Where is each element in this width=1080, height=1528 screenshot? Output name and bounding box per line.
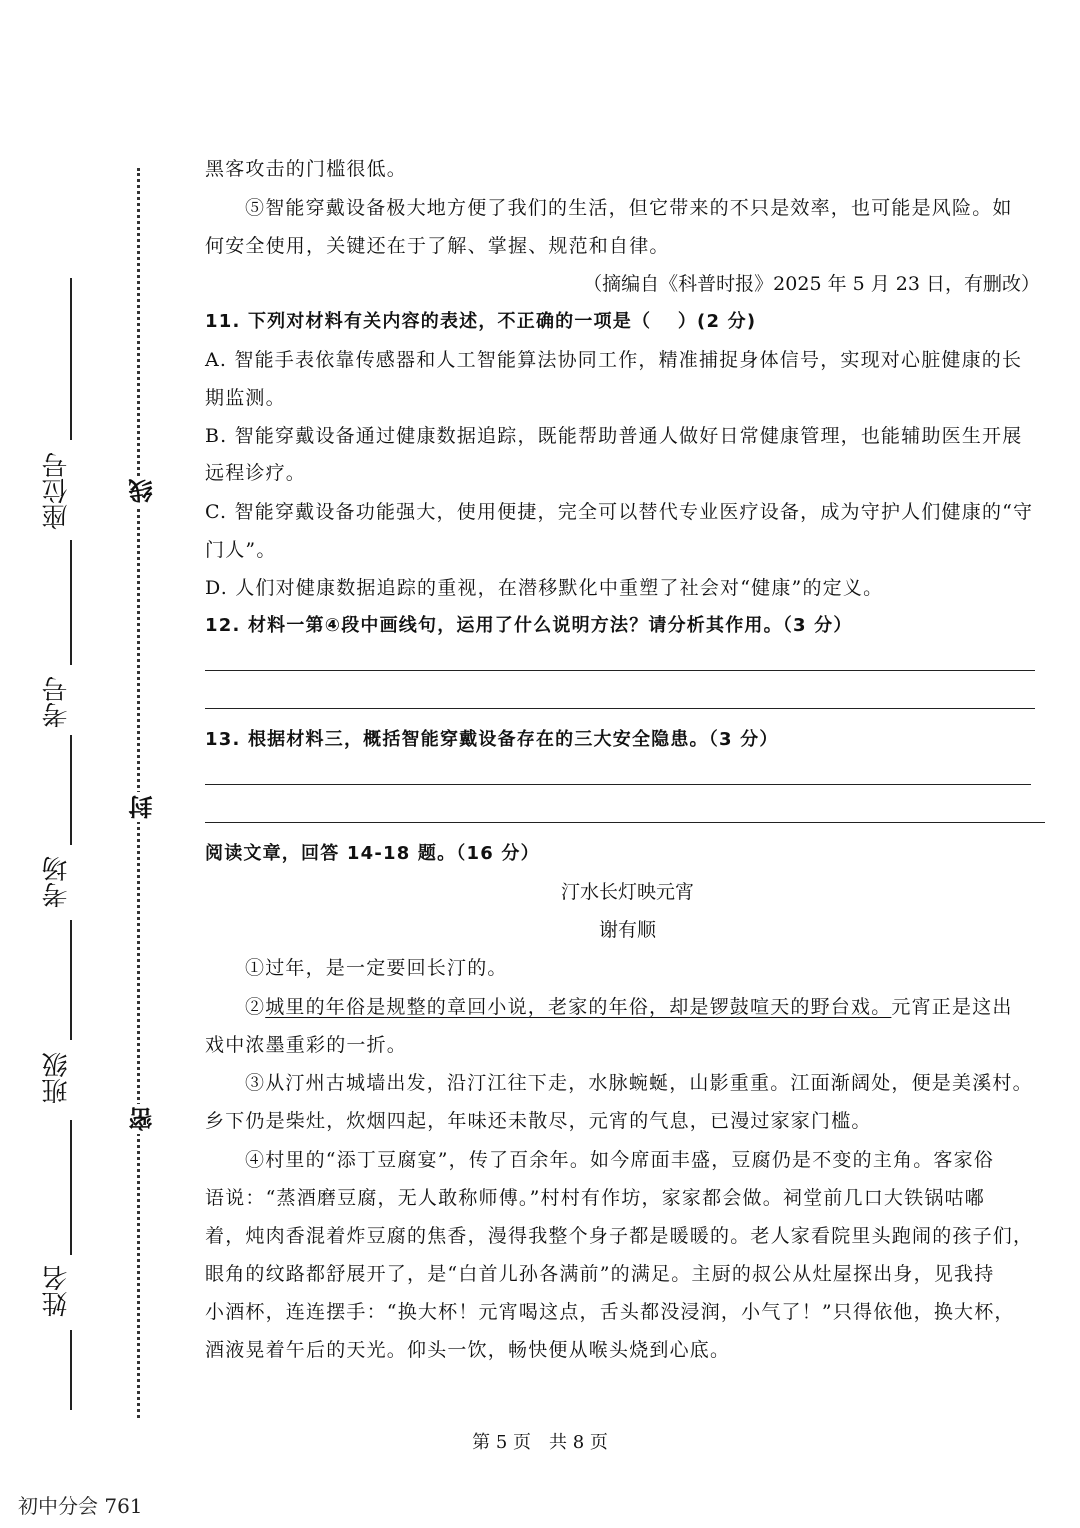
article-paragraph-4: ④村里的“添丁豆腐宴”，传了百余年。如今席面丰盛，豆腐仍是不变的主角。客家俗 bbox=[245, 1149, 995, 1171]
article-paragraph-4-cont: 小酒杯，连连摆手：“换大杯！元宵喝这点，舌头都没浸润，小气了！”只得依他，换大杯， bbox=[205, 1301, 1015, 1323]
name-line-lower bbox=[70, 1330, 72, 1410]
option-b: B. 智能穿戴设备通过健康数据追踪，既能帮助普通人做好日常健康管理，也能辅助医生开展 bbox=[205, 425, 1023, 447]
exam-room-line bbox=[70, 735, 72, 845]
class-line bbox=[70, 920, 72, 1040]
option-b-cont: 远程诊疗。 bbox=[205, 462, 307, 484]
passage-line: 黑客攻击的门槛很低。 bbox=[205, 158, 408, 180]
article-paragraph-3: ③从汀州古城墙出发，沿汀江往下走，水脉蜿蜒，山影重重。江面渐阔处，便是美溪村。 bbox=[245, 1072, 1033, 1094]
underlined-sentence: 城里的年俗是规整的章回小说，老家的年俗，却是锣鼓喧天的野台戏。 bbox=[265, 996, 892, 1018]
article-paragraph-4-cont: 语说：“蒸酒磨豆腐，无人敢称师傅。”村村有作坊，家家都会做。祠堂前几口大铁锅咕嘟 bbox=[205, 1187, 985, 1209]
option-d: D. 人们对健康数据追踪的重视，在潜移默化中重塑了社会对“健康”的定义。 bbox=[205, 577, 884, 599]
name-label: 姓名 bbox=[42, 1265, 72, 1317]
answer-line[interactable] bbox=[205, 784, 1031, 785]
passage-paragraph-5: ⑤智能穿戴设备极大地方便了我们的生活，但它带来的不只是效率，也可能是风险。如 bbox=[245, 197, 1013, 219]
article-paragraph-4-cont: 眼角的纹路都舒展开了，是“白首儿孙各满前”的满足。主厨的叔公从灶屋探出身，见我持 bbox=[205, 1263, 995, 1285]
paragraph-number: ② bbox=[245, 996, 266, 1018]
name-line bbox=[70, 1120, 72, 1255]
passage-paragraph-5-cont: 何安全使用，关键还在于了解、掌握、规范和自律。 bbox=[205, 235, 670, 257]
exam-room-label: 考场 bbox=[42, 856, 72, 908]
article-author: 谢有顺 bbox=[598, 919, 656, 941]
article-paragraph-1: ①过年，是一定要回长汀的。 bbox=[245, 957, 508, 979]
question-12-stem: 12. 材料一第④段中画线句，运用了什么说明方法？请分析其作用。（3 分） bbox=[205, 615, 853, 636]
option-a-cont: 期监测。 bbox=[205, 387, 286, 409]
seal-char-seal: 封 bbox=[131, 792, 151, 822]
answer-line[interactable] bbox=[205, 708, 1035, 709]
answer-line[interactable] bbox=[205, 670, 1035, 671]
article-paragraph-2 bbox=[245, 995, 1050, 1019]
option-c: C. 智能穿戴设备功能强大，使用便捷，完全可以替代专业医疗设备，成为守护人们健康的“守 bbox=[205, 501, 1034, 523]
answer-line[interactable] bbox=[205, 822, 1045, 823]
watermark: 初中分会 761 bbox=[18, 1494, 143, 1518]
seal-char-secret: 密 bbox=[131, 1104, 151, 1134]
passage-source: （摘编自《科普时报》2025 年 5 月 23 日，有删改） bbox=[583, 273, 1040, 295]
reading-intro: 阅读文章，回答 14-18 题。（16 分） bbox=[205, 843, 540, 864]
page-number: 第 5 页 共 8 页 bbox=[472, 1432, 608, 1453]
class-label: 班级 bbox=[42, 1052, 72, 1104]
seat-number-line bbox=[70, 278, 72, 440]
exam-number-line bbox=[70, 540, 72, 665]
paragraph-text: 元宵正是这出 bbox=[891, 996, 1013, 1018]
seat-number-label: 座位号 bbox=[42, 452, 72, 530]
article-paragraph-2-cont: 戏中浓墨重彩的一折。 bbox=[205, 1034, 408, 1056]
article-paragraph-3-cont: 乡下仍是柴灶，炊烟四起，年味还未散尽，元宵的气息，已漫过家家门槛。 bbox=[205, 1110, 872, 1132]
seal-char-line: 线 bbox=[131, 476, 151, 506]
question-13-stem: 13. 根据材料三，概括智能穿戴设备存在的三大安全隐患。（3 分） bbox=[205, 729, 779, 750]
article-paragraph-4-cont: 酒液晃着午后的天光。仰头一饮，畅快便从喉头烧到心底。 bbox=[205, 1339, 731, 1361]
question-11-stem: 11. 下列对材料有关内容的表述，不正确的一项是（ ）(2 分) bbox=[205, 311, 757, 332]
article-paragraph-4-cont: 着，炖肉香混着炸豆腐的焦香，漫得我整个身子都是暖暖的。老人家看院里头跑闹的孩子们， bbox=[205, 1225, 1034, 1247]
option-a: A. 智能手表依靠传感器和人工智能算法协同工作，精准捕捉身体信号，实现对心脏健康的长 bbox=[205, 349, 1023, 371]
option-c-cont: 门人”。 bbox=[205, 539, 277, 561]
article-title: 汀水长灯映元宵 bbox=[560, 881, 694, 903]
exam-number-label: 考号 bbox=[42, 676, 72, 728]
